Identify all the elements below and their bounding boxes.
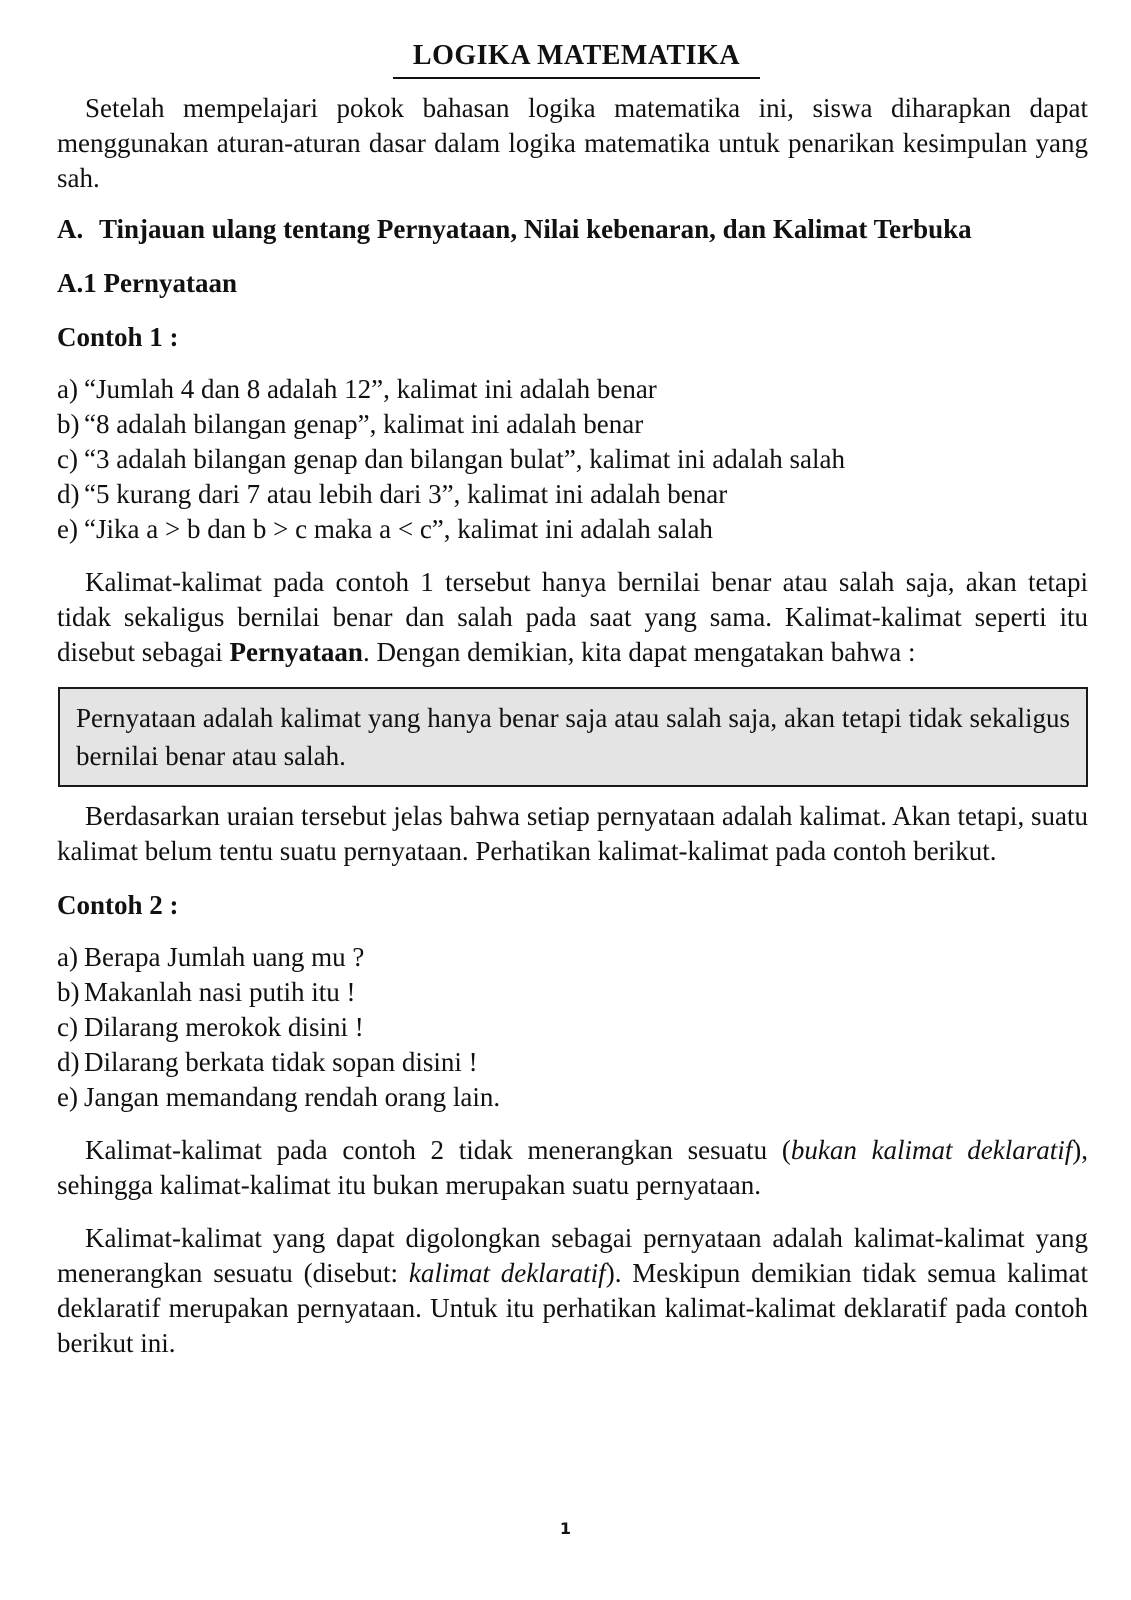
document-page <box>57 38 1088 1361</box>
example2-heading: Contoh 2 : <box>57 890 179 920</box>
section-a-heading <box>57 212 1088 247</box>
list-item-text: Dilarang merokok disini ! <box>84 1012 364 1042</box>
paragraph-3 <box>57 1133 1088 1203</box>
paragraph-4 <box>57 1221 1088 1361</box>
definition-text: Pernyataan adalah kalimat yang hanya benar saja atau salah saja, akan tetapi tidak sekaligus bernilai benar atau salah. <box>76 703 1070 771</box>
paragraph-2: Berdasarkan uraian tersebut jelas bahwa setiap pernyataan adalah kalimat. Akan tetapi, suatu kalimat belum tentu suatu pernyataan. Perhatikan kalimat-kalimat pada contoh berikut. <box>57 801 1088 866</box>
list-item-text: Berapa Jumlah uang mu ? <box>84 942 365 972</box>
list-item-label: b) <box>57 409 80 439</box>
list-item-text: “Jumlah 4 dan 8 adalah 12”, kalimat ini adalah benar <box>84 374 657 404</box>
example1-heading: Contoh 1 : <box>57 322 179 352</box>
list-item-text: “5 kurang dari 7 atau lebih dari 3”, kalimat ini adalah benar <box>84 479 728 509</box>
paragraph-3-text-b: ), sehingga kalimat-kalimat itu bukan merupakan suatu pernyataan. <box>57 1135 1089 1200</box>
definition-box <box>58 687 1088 787</box>
list-item <box>57 1045 1088 1080</box>
intro-paragraph: Setelah mempelajari pokok bahasan logika matematika ini, siswa diharapkan dapat menggunakan aturan-aturan dasar dalam logika matematika untuk penarikan kesimpulan yang sah. <box>57 93 1088 193</box>
list-item-label: c) <box>57 1012 78 1042</box>
example1-list <box>57 372 1088 547</box>
section-a-number: A. <box>57 214 84 244</box>
paragraph-1-text-b: . Dengan demikian, kita dapat mengatakan bahwa : <box>362 637 916 667</box>
paragraph-4-text-b: ). Meskipun demikian tidak semua kalimat deklaratif merupakan pernyataan. Untuk itu perhatikan kalimat-kalimat deklaratif pada contoh berikut ini. <box>57 1258 1089 1358</box>
list-item <box>57 975 1088 1010</box>
list-item-text: “3 adalah bilangan genap dan bilangan bulat”, kalimat ini adalah salah <box>84 444 845 474</box>
list-item <box>57 372 1088 407</box>
term-bukan-deklaratif: bukan kalimat deklaratif <box>790 1135 1073 1165</box>
list-item-text: Makanlah nasi putih itu ! <box>84 977 356 1007</box>
paragraph-4-text-a: Kalimat-kalimat yang dapat digolongkan sebagai pernyataan adalah kalimat-kalimat yang menerangkan sesuatu (disebut: <box>57 1223 1088 1288</box>
list-item <box>57 1010 1088 1045</box>
list-item <box>57 1080 1088 1115</box>
example2-list <box>57 940 1088 1115</box>
term-kalimat-deklaratif: kalimat deklaratif <box>408 1258 606 1288</box>
paragraph-1 <box>57 565 1088 670</box>
list-item-label: c) <box>57 444 78 474</box>
section-a-title: Tinjauan ulang tentang Pernyataan, Nilai kebenaran, dan Kalimat Terbuka <box>99 214 972 244</box>
list-item-label: a) <box>57 374 78 404</box>
list-item-label: a) <box>57 942 78 972</box>
list-item-label: b) <box>57 977 80 1007</box>
list-item-label: d) <box>57 1047 80 1077</box>
list-item <box>57 442 1088 477</box>
list-item-text: Dilarang berkata tidak sopan disini ! <box>84 1047 478 1077</box>
term-pernyataan: Pernyataan <box>229 637 363 667</box>
list-item-label: d) <box>57 479 80 509</box>
list-item-label: e) <box>57 514 78 544</box>
list-item-text: “8 adalah bilangan genap”, kalimat ini adalah benar <box>84 409 644 439</box>
subsection-a1-heading: A.1 Pernyataan <box>57 268 237 298</box>
document-title: LOGIKA MATEMATIKA <box>393 39 760 79</box>
list-item <box>57 512 1088 547</box>
list-item <box>57 940 1088 975</box>
title-wrap <box>65 38 1088 79</box>
list-item <box>57 407 1088 442</box>
page-number: 1 <box>559 1519 572 1538</box>
paragraph-1-text-a: Kalimat-kalimat pada contoh 1 tersebut hanya bernilai benar atau salah saja, akan tetapi tidak sekaligus bernilai benar dan salah pada saat yang sama. Kalimat-kalimat seperti itu disebut sebagai <box>57 567 1088 667</box>
list-item-text: Jangan memandang rendah orang lain. <box>84 1082 501 1112</box>
list-item <box>57 477 1088 512</box>
paragraph-3-text-a: Kalimat-kalimat pada contoh 2 tidak menerangkan sesuatu ( <box>85 1135 791 1165</box>
list-item-text: “Jika a > b dan b > c maka a < c”, kalimat ini adalah salah <box>84 514 713 544</box>
list-item-label: e) <box>57 1082 78 1112</box>
